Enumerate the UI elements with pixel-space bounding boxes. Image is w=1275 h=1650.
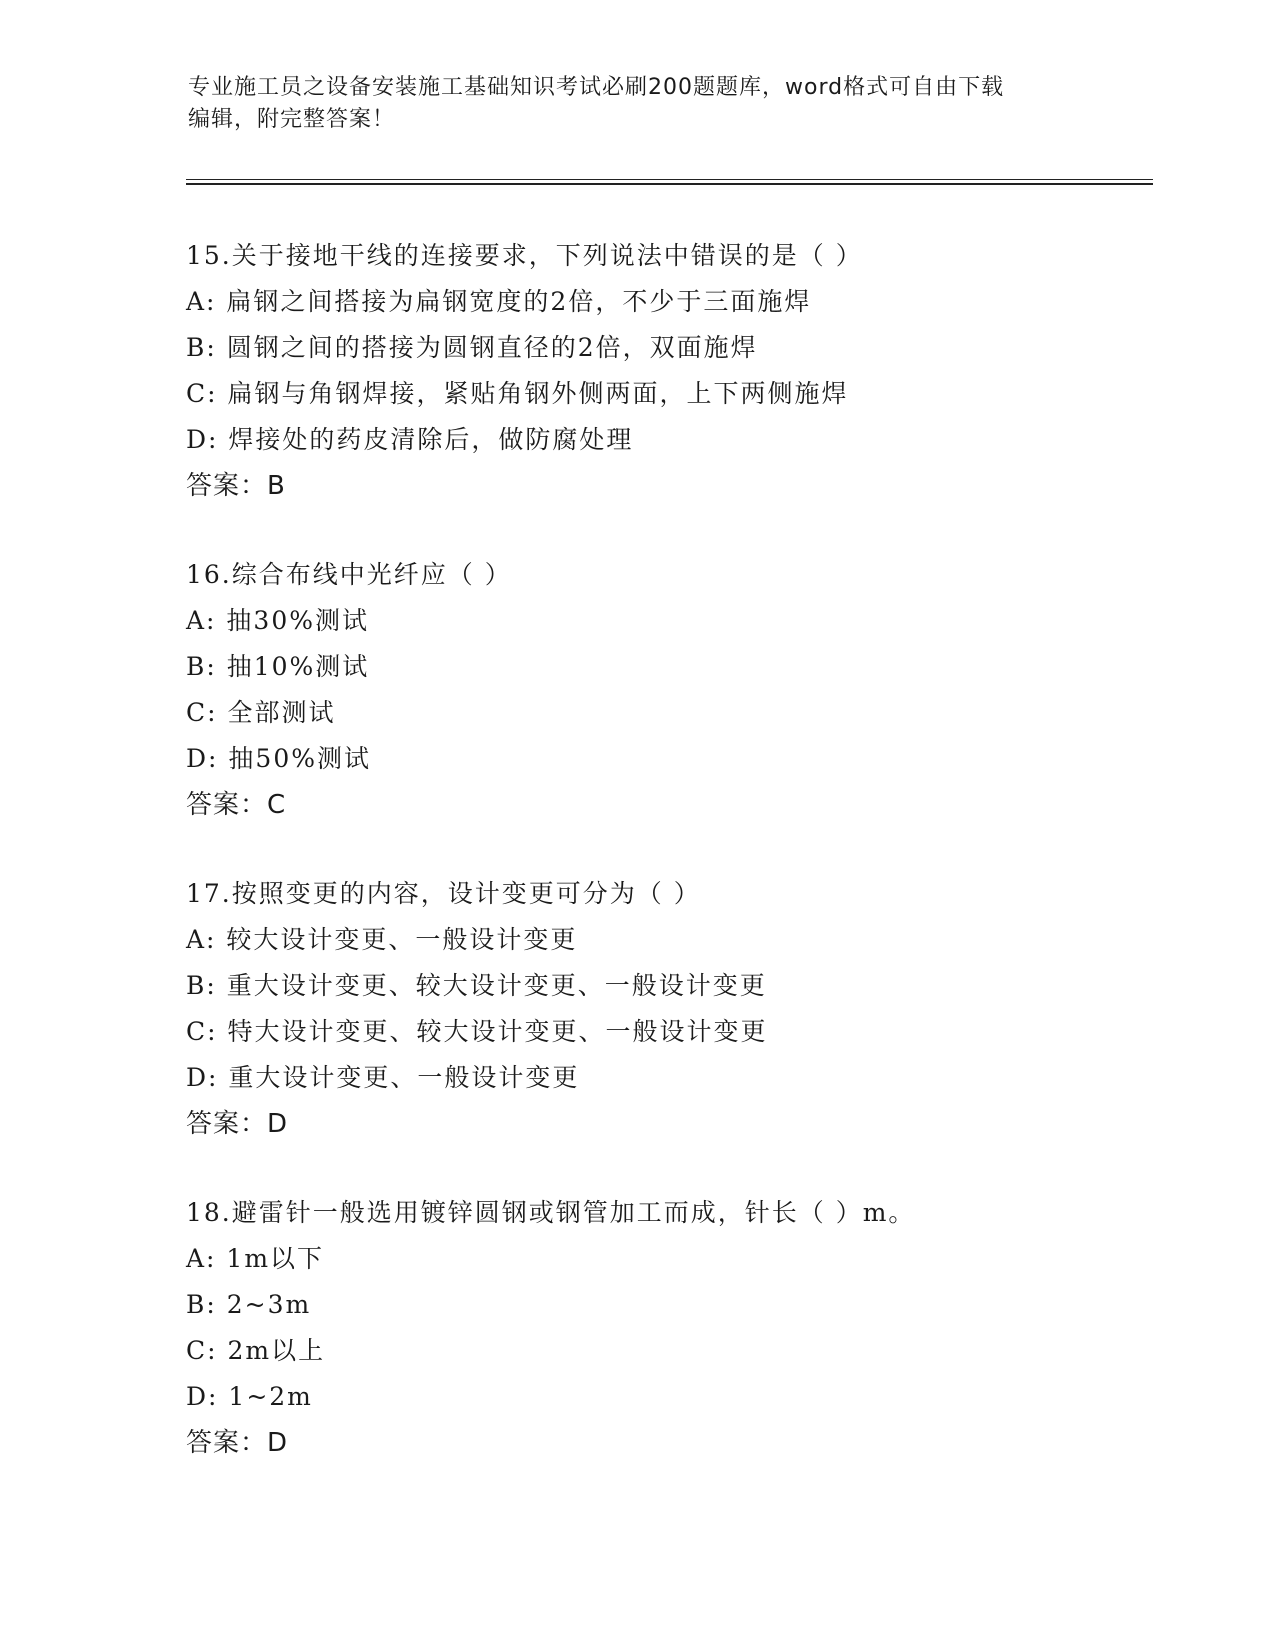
option-b: B: 抽10%测试 <box>186 652 370 681</box>
header-line-2: 编辑，附完整答案！ <box>188 107 396 132</box>
option-b: B: 圆钢之间的搭接为圆钢直径的2倍，双面施焊 <box>186 333 758 362</box>
question-stem: 15.关于接地干线的连接要求，下列说法中错误的是（ ） <box>186 241 863 270</box>
option-c: C: 全部测试 <box>186 698 336 727</box>
option-c: C: 特大设计变更、较大设计变更、一般设计变更 <box>186 1017 768 1046</box>
option-b: B: 2~3m <box>186 1290 312 1319</box>
option-a: A: 1m以下 <box>186 1244 325 1273</box>
document-header <box>188 72 1088 136</box>
question-stem: 17.按照变更的内容，设计变更可分为（ ） <box>186 879 701 908</box>
option-c: C: 2m以上 <box>186 1336 326 1365</box>
question-block <box>186 552 1146 828</box>
question-block <box>186 871 1146 1147</box>
question-stem: 16.综合布线中光纤应（ ） <box>186 560 512 589</box>
answer-line: 答案：D <box>186 1428 289 1458</box>
option-a: A: 抽30%测试 <box>186 606 369 635</box>
option-a: A: 扁钢之间搭接为扁钢宽度的2倍，不少于三面施焊 <box>186 287 812 316</box>
question-block <box>186 1190 1146 1466</box>
option-d: D: 焊接处的药皮清除后，做防腐处理 <box>186 425 634 454</box>
option-d: D: 重大设计变更、一般设计变更 <box>186 1063 580 1092</box>
option-b: B: 重大设计变更、较大设计变更、一般设计变更 <box>186 971 767 1000</box>
header-divider-top <box>186 179 1153 180</box>
option-d: D: 1~2m <box>186 1382 313 1411</box>
option-a: A: 较大设计变更、一般设计变更 <box>186 925 578 954</box>
header-divider-bottom <box>186 183 1153 185</box>
answer-line: 答案：B <box>186 471 286 501</box>
question-stem: 18.避雷针一般选用镀锌圆钢或钢管加工而成，针长（ ）m。 <box>186 1198 916 1227</box>
answer-line: 答案：D <box>186 1109 289 1139</box>
option-c: C: 扁钢与角钢焊接，紧贴角钢外侧两面，上下两侧施焊 <box>186 379 849 408</box>
option-d: D: 抽50%测试 <box>186 744 371 773</box>
header-line-1: 专业施工员之设备安装施工基础知识考试必刷200题题库，word格式可自由下载 <box>188 75 1005 100</box>
answer-line: 答案：C <box>186 790 287 820</box>
question-block <box>186 233 1146 509</box>
